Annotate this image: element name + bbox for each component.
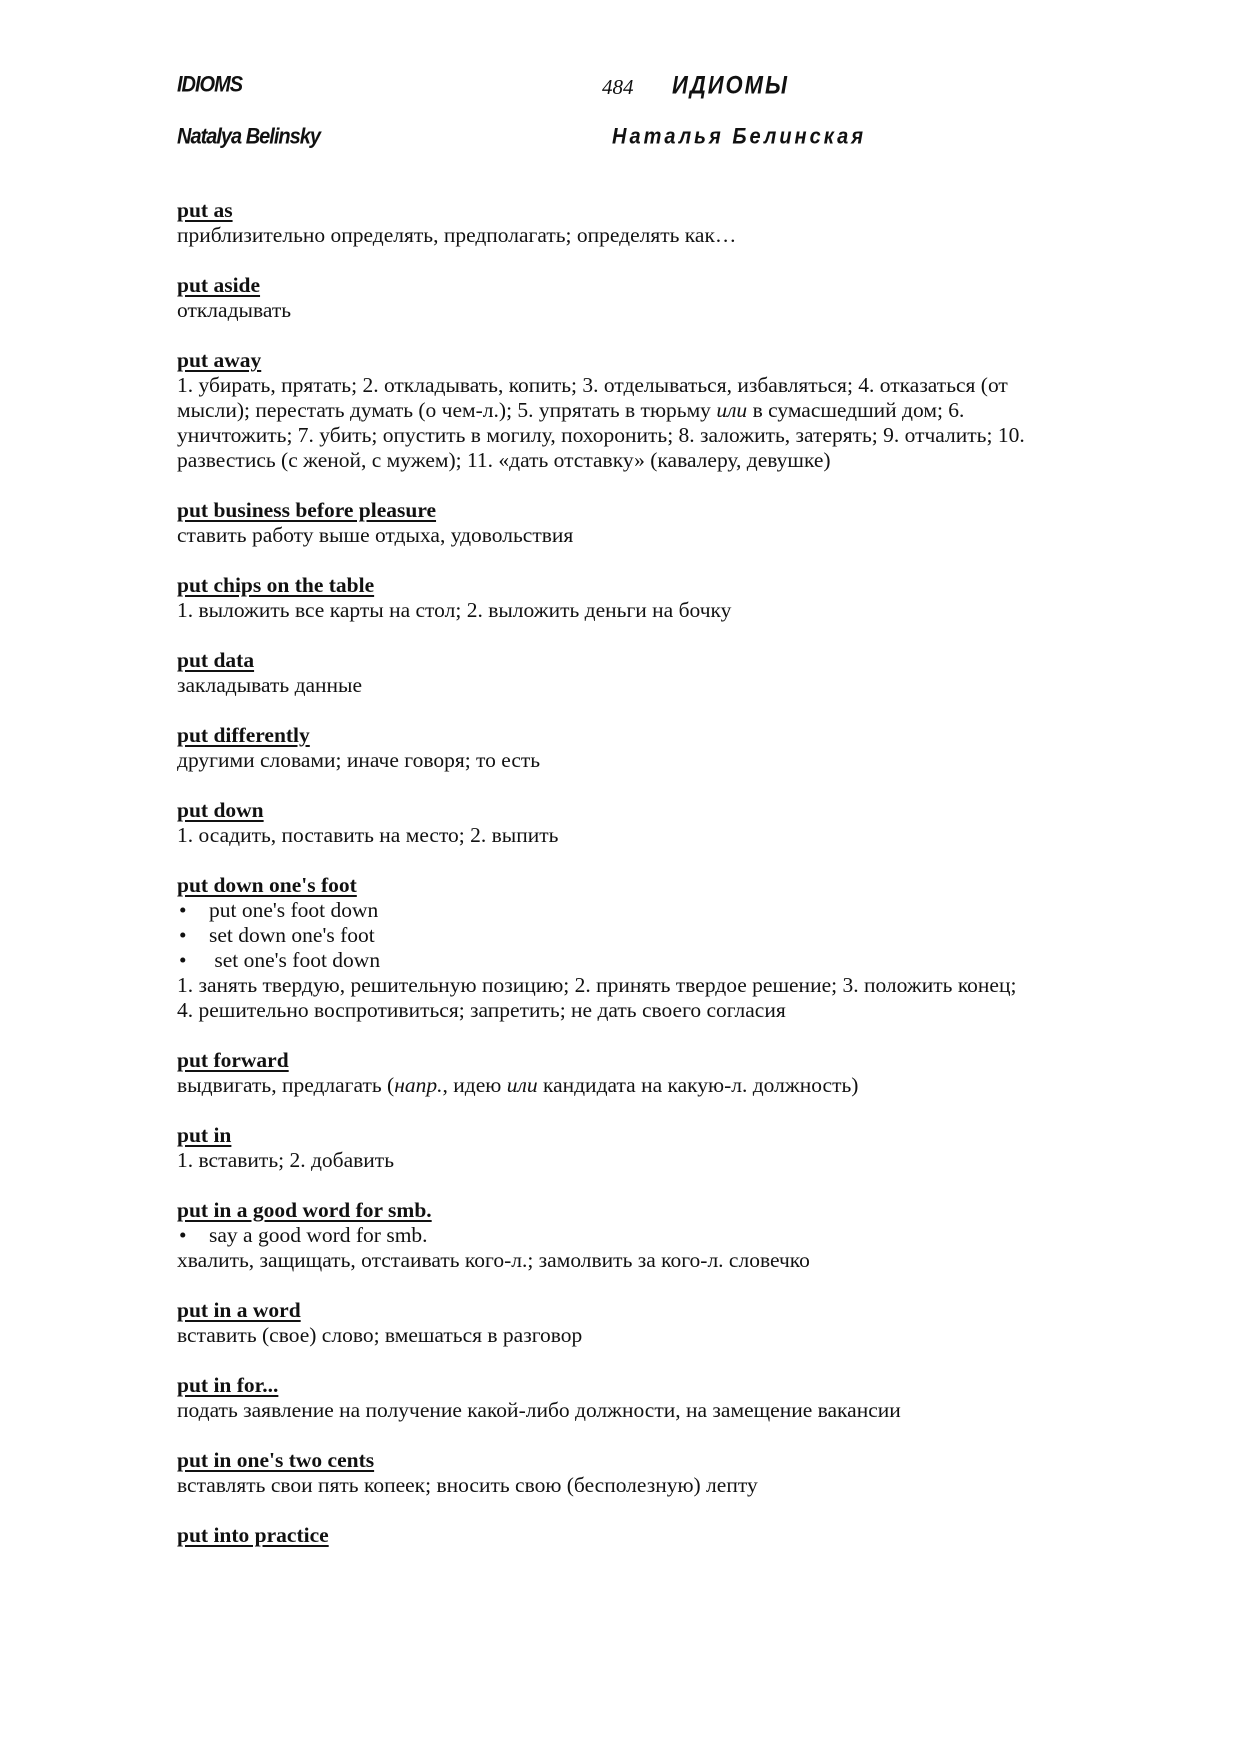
entry-headword: put into practice (177, 1523, 329, 1547)
entry-definition (177, 823, 1037, 848)
dictionary-entry (177, 1373, 1037, 1423)
definition-text: вставлять свои пять копеек; вносить свою (бесполезную) лепту (177, 1473, 758, 1497)
synonym-item (177, 1223, 1037, 1248)
entry-definition (177, 598, 1037, 623)
bullet-icon: • (179, 948, 187, 972)
definition-text: подать заявление на получение какой-либо должности, на замещение вакансии (177, 1398, 901, 1422)
dictionary-entry (177, 798, 1037, 848)
entry-headword: put differently (177, 723, 310, 747)
synonym-text: set one's foot down (209, 948, 381, 972)
definition-text: выдвигать, предлагать ( (177, 1073, 395, 1097)
definition-text: 1. выложить все карты на стол; 2. выложить деньги на бочку (177, 598, 732, 622)
entry-headword: put business before pleasure (177, 498, 437, 522)
entry-headword: put in a good word for smb. (177, 1198, 432, 1222)
definition-text: вставить (свое) слово; вмешаться в разговор (177, 1323, 583, 1347)
bullet-icon: • (179, 923, 187, 947)
synonym-item (177, 898, 1037, 923)
entry-definition (177, 298, 1037, 323)
entry-definition (177, 973, 1037, 1023)
book-title-russian: ИДИОМЫ (672, 70, 789, 99)
synonym-text: put one's foot down (209, 898, 379, 922)
synonym-text: set down one's foot (209, 923, 375, 947)
synonym-list (177, 898, 1037, 973)
entry-definition (177, 748, 1037, 773)
definition-text: 1. вставить; 2. добавить (177, 1148, 395, 1172)
definition-text: в сумасшедший дом; 6. уничтожить; 7. убить; опустить в могилу, похоронить; 8. заложить, затерять; 9. отчалить; 10. развестись (с женой, с мужем); 11. «дать отставку» (кавалеру, девушке) (177, 398, 1025, 472)
dictionary-entry (177, 1448, 1037, 1498)
author-name-russian: Наталья Белинская (612, 124, 867, 149)
entry-definition (177, 1073, 1037, 1098)
dictionary-entry (177, 648, 1037, 698)
entry-definition (177, 223, 1037, 248)
synonym-item (177, 923, 1037, 948)
definition-text: другими словами; иначе говоря; то есть (177, 748, 541, 772)
entry-headword: put in for... (177, 1373, 279, 1397)
entry-headword: put away (177, 348, 262, 372)
definition-text: , идею (442, 1073, 507, 1097)
definition-text: откладывать (177, 298, 292, 322)
dictionary-entry (177, 1298, 1037, 1348)
definition-italic-text: напр. (394, 1073, 443, 1097)
dictionary-entry (177, 723, 1037, 773)
dictionary-entry (177, 573, 1037, 623)
dictionary-entries (177, 198, 1037, 1573)
bullet-icon: • (179, 1223, 187, 1247)
entry-definition (177, 1323, 1037, 1348)
definition-text: 1. занять твердую, решительную позицию; 2. принять твердое решение; 3. положить конец; 4. решительно воспротивиться; запретить; не дать своего согласия (177, 973, 1017, 1022)
definition-text: хвалить, защищать, отстаивать кого-л.; замолвить за кого-л. словечко (177, 1248, 810, 1272)
entry-headword: put data (177, 648, 255, 672)
author-name-english: Natalya Belinsky (177, 124, 320, 149)
definition-italic-text: или (716, 398, 748, 422)
definition-text: 1. убирать, прятать; 2. откладывать, копить; 3. отделываться, избавляться; 4. отказаться (от мысли); перестать думать (о чем-л.); 5. упрятать в тюрьму (177, 373, 1008, 422)
synonym-text: say a good word for smb. (209, 1223, 428, 1247)
entry-headword: put in one's two cents (177, 1448, 375, 1472)
dictionary-entry (177, 1523, 1037, 1548)
dictionary-entry (177, 1198, 1037, 1273)
entry-headword: put forward (177, 1048, 289, 1072)
definition-text: кандидата на какую-л. должность) (537, 1073, 859, 1097)
definition-text: ставить работу выше отдыха, удовольствия (177, 523, 574, 547)
entry-definition (177, 673, 1037, 698)
synonym-item (177, 948, 1037, 973)
page-header (0, 0, 1239, 170)
dictionary-entry (177, 348, 1037, 473)
entry-headword: put as (177, 198, 233, 222)
entry-definition (177, 1148, 1037, 1173)
dictionary-entry (177, 1048, 1037, 1098)
dictionary-entry (177, 198, 1037, 248)
book-title-english: IDIOMS (177, 72, 243, 97)
entry-headword: put chips on the table (177, 573, 375, 597)
synonym-list (177, 1223, 1037, 1248)
entry-definition (177, 1473, 1037, 1498)
definition-italic-text: или (506, 1073, 538, 1097)
dictionary-entry (177, 1123, 1037, 1173)
entry-definition (177, 1248, 1037, 1273)
entry-headword: put in (177, 1123, 232, 1147)
entry-headword: put in a word (177, 1298, 301, 1322)
dictionary-entry (177, 273, 1037, 323)
definition-text: закладывать данные (177, 673, 363, 697)
bullet-icon: • (179, 898, 187, 922)
page-number: 484 (602, 75, 634, 99)
definition-text: 1. осадить, поставить на место; 2. выпить (177, 823, 559, 847)
dictionary-entry (177, 498, 1037, 548)
entry-definition (177, 523, 1037, 548)
entry-headword: put aside (177, 273, 261, 297)
entry-headword: put down one's foot (177, 873, 357, 897)
entry-definition (177, 373, 1037, 473)
dictionary-entry (177, 873, 1037, 1023)
entry-definition (177, 1398, 1037, 1423)
definition-text: приблизительно определять, предполагать; определять как… (177, 223, 737, 247)
entry-headword: put down (177, 798, 264, 822)
